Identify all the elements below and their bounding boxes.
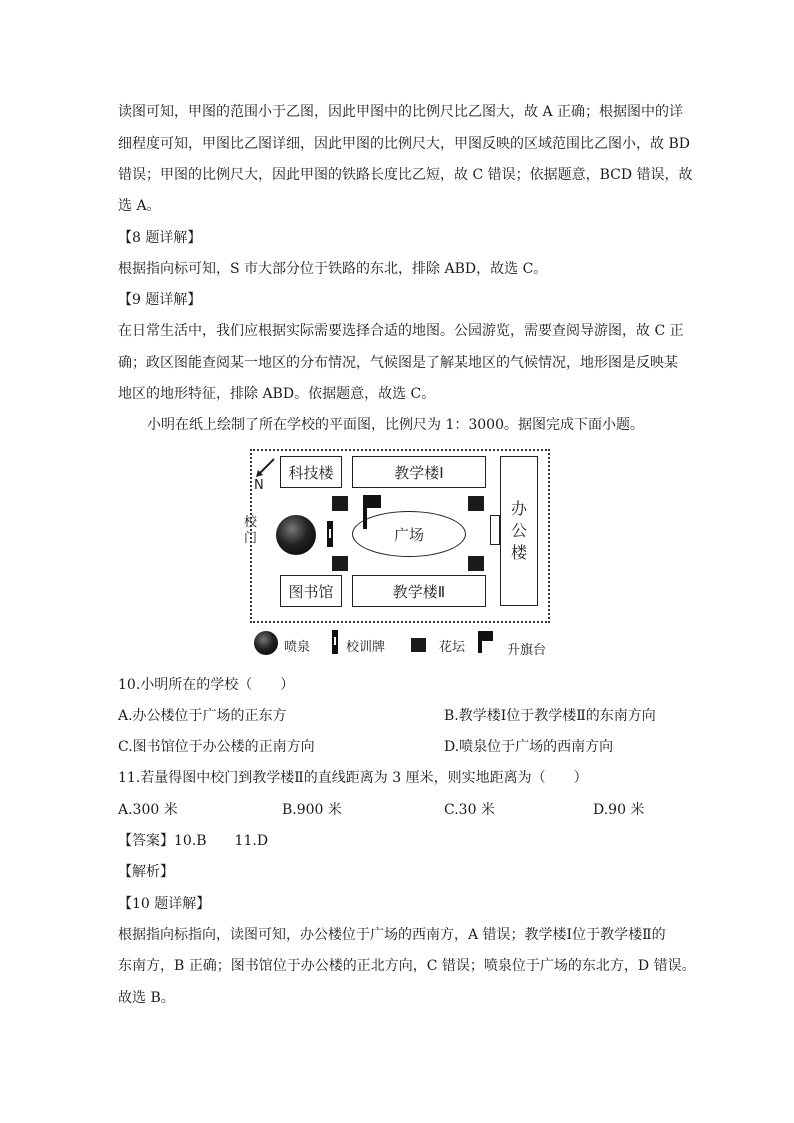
school-gate-label: 校门 [244, 515, 258, 546]
text-line: 东南方，B 正确；图书馆位于办公楼的正北方向，C 错误；喷泉位于广场的东北方，D 错误。 [118, 958, 696, 974]
office-entrance [490, 515, 500, 545]
text-line: 地区的地形特征，排除 ABD。依据题意，故选 C。 [118, 386, 436, 402]
text-line: 在日常生活中，我们应根据实际需要选择合适的地图。公园游览，需要查阅导游图，故 C 正 [118, 323, 684, 339]
library-building: 图书馆 [280, 575, 342, 607]
section-heading: 【9 题详解】 [118, 292, 202, 308]
text-line: 根据指向标指向，读图可知，办公楼位于广场的西南方，A 错误；教学楼Ⅰ位于教学楼Ⅱ的 [118, 927, 666, 943]
legend-flag-icon [476, 629, 496, 655]
school-plan-map [240, 445, 560, 665]
legend-motto-icon [332, 630, 338, 654]
flower-bed [332, 496, 348, 511]
flag-platform-icon [361, 493, 383, 531]
legend-flower-label: 花坛 [439, 640, 466, 655]
text-line: 读图可知，甲图的范围小于乙图，因此甲图中的比例尺比乙图大，故 A 正确；根据图中的详 [118, 104, 684, 120]
legend-flower-icon [411, 638, 426, 652]
q10-option-c: C.图书馆位于办公楼的正南方向 [118, 739, 315, 755]
teaching-building-1: 教学楼Ⅰ [352, 456, 486, 488]
flower-bed [332, 556, 348, 571]
text-line: 根据指向标可知，S 市大部分位于铁路的东北，排除 ABD，故选 C。 [118, 261, 548, 277]
flower-bed [468, 496, 484, 511]
square: 广场 [352, 511, 466, 557]
question-10-stem: 10.小明所在的学校（ ） [118, 677, 295, 693]
question-11-stem: 11.若量得图中校门到教学楼Ⅱ的直线距离为 3 厘米，则实地距离为（ ） [118, 770, 588, 786]
text-line: 错误；甲图的比例尺大，因此甲图的铁路长度比乙短，故 C 错误；依据题意，BCD 错误，故 [118, 167, 693, 183]
answer-line: 【答案】10.B 11.D [118, 833, 269, 849]
text-line: 确；政区图能查阅某一地区的分布情况，气候图是了解某地区的气候情况，地形图是反映某 [118, 355, 678, 371]
flower-bed [468, 556, 484, 571]
q10-option-b: B.教学楼Ⅰ位于教学楼Ⅱ的东南方向 [444, 708, 656, 724]
section-heading: 【8 题详解】 [118, 230, 202, 246]
north-arrow-icon [254, 457, 278, 479]
text-line: 细程度可知，甲图比乙图详细，因此甲图的比例尺大，甲图反映的区域范围比乙图小，故 BD [118, 136, 690, 152]
q11-option-c: C.30 米 [444, 802, 495, 818]
legend-fountain-icon [254, 631, 278, 655]
legend-fountain-label: 喷泉 [284, 640, 311, 655]
office-building: 办公楼 [500, 456, 538, 606]
q11-option-b: B.900 米 [282, 802, 342, 818]
legend-motto-label: 校训牌 [346, 640, 386, 655]
text-line: 选 A。 [118, 198, 161, 214]
motto-board [327, 521, 333, 547]
section-heading: 【10 题详解】 [118, 896, 211, 912]
north-label: N [254, 478, 264, 493]
q11-option-d: D.90 米 [593, 802, 645, 818]
legend-flag-label: 升旗台 [507, 643, 547, 658]
question-intro: 小明在纸上绘制了所在学校的平面图，比例尺为 1：3000。据图完成下面小题。 [147, 417, 644, 433]
fountain [276, 515, 316, 555]
q11-option-a: A.300 米 [118, 802, 178, 818]
keji-building: 科技楼 [280, 456, 342, 488]
teaching-building-2: 教学楼Ⅱ [352, 575, 486, 607]
analysis-heading: 【解析】 [118, 864, 174, 880]
text-line: 故选 B。 [118, 990, 175, 1006]
q10-option-d: D.喷泉位于广场的西南方向 [444, 739, 614, 755]
q10-option-a: A.办公楼位于广场的正东方 [118, 708, 287, 724]
